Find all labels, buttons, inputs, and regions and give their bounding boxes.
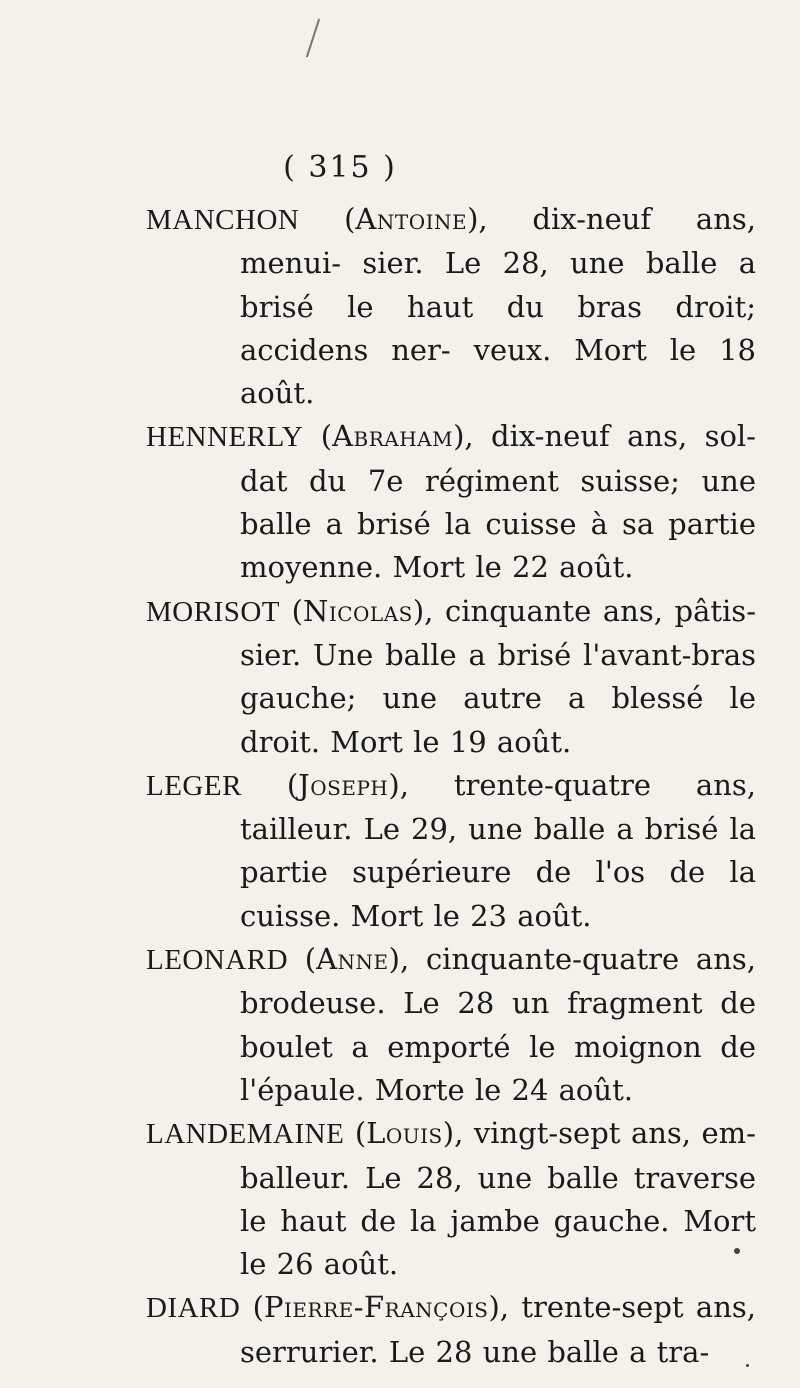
entry-text-line: dix-neuf ans, menui- (240, 202, 756, 281)
entry-given-name: Louis (366, 1116, 443, 1151)
entry-text-line: le 26 août. (240, 1247, 399, 1282)
entry-text-line: Le 29, une balle a brisé la partie (240, 812, 757, 890)
entry-text-line: moyenne. Mort le 22 août. (240, 550, 634, 585)
entry-manchon: MANCHON (Antoine), dix-neuf ans, menui- sier. Le 28, une balle a brisé le haut du bras droit; accidens ner- veux. Mort le 18 août. (146, 202, 756, 411)
entry-surname: LEONARD (146, 944, 289, 977)
entry-text-line: cinquante-quatre ans, (425, 942, 756, 977)
entry-given-name: Pierre-François (264, 1290, 489, 1325)
entry-given-name: Nicolas (302, 593, 413, 628)
entry-surname: LANDEMAINE (146, 1118, 345, 1151)
entry-text-line: supérieure de l'os de la cuisse. (240, 855, 756, 933)
entry-text-line: trente-quatre ans, tailleur. (240, 767, 756, 847)
entry-surname: DIARD (146, 1292, 241, 1325)
entry-morisot: MORISOT (Nicolas), cinquante ans, pâtis- sier. Une balle a brisé l'avant-bras gauche; une autre a blessé le droit. Mort le 19 août. (146, 593, 756, 759)
entry-given-name: Joseph (298, 767, 389, 802)
casualty-list (146, 198, 756, 1374)
entry-text-line: dix-neuf ans, sol- (491, 419, 756, 454)
entry-text-line: dat du 7e régiment suisse; une (240, 463, 756, 498)
ink-speck (746, 1364, 749, 1367)
entry-given-name: Antoine (355, 202, 468, 236)
entry-landemaine: LANDEMAINE (Louis), vingt-sept ans, em- balleur. Le 28, une balle traverse le haut de la jambe gauche. Mort le 26 août. (146, 1116, 756, 1282)
entry-text-line: boulet a emporté le moignon de (240, 1029, 756, 1064)
entry-text-line: gauche; une autre a blessé le (240, 681, 756, 716)
entry-text-line: cinquante ans, pâtis- (445, 593, 756, 628)
entry-surname: MANCHON (146, 204, 300, 236)
entry-text-line: brodeuse. Le 28 un fragment de (240, 986, 756, 1021)
entry-surname: MORISOT (146, 595, 281, 628)
entry-text-line: serrurier. Le 28 une balle a tra- (240, 1334, 710, 1369)
entry-surname: HENNERLY (146, 421, 304, 454)
entry-text-line: droit. Mort le 19 août. (240, 724, 572, 759)
entry-text-line: l'épaule. Morte le 24 août. (240, 1072, 633, 1107)
entry-leger: LEGER (Joseph), trente-quatre ans, tailleur. Le 29, une balle a brisé la partie supérieure de l'os de la cuisse. Mort le 23 août. (146, 767, 757, 933)
entry-text-line: balleur. Le 28, une balle traverse (240, 1160, 756, 1195)
entry-text-line: Mort le 23 août. (350, 898, 592, 933)
entry-text-line: haut du bras droit; accidens ner- (240, 289, 756, 367)
entry-text-line: le haut de la jambe gauche. Mort (240, 1203, 756, 1238)
entry-text-line: sier. Une balle a brisé l'avant-bras (240, 637, 756, 672)
entry-given-name: Abraham (332, 419, 454, 454)
entry-diard: DIARD (Pierre-François), trente-sept ans, serrurier. Le 28 une balle a tra- (146, 1290, 756, 1369)
entry-text-line: vingt-sept ans, em- (473, 1116, 756, 1151)
entry-given-name: Anne (316, 942, 389, 977)
entry-surname: LEGER (146, 769, 242, 802)
pencil-mark (306, 19, 320, 58)
entry-text-line: veux. Mort le 18 août. (240, 332, 756, 411)
ink-speck (734, 1248, 740, 1254)
entry-text-line: balle a brisé la cuisse à sa partie (240, 507, 756, 542)
entry-hennerly: HENNERLY (Abraham), dix-neuf ans, sol- dat du 7e régiment suisse; une balle a brisé la cuisse à sa partie moyenne. Mort le 22 août. (146, 419, 756, 585)
entry-text-line: sier. Le 28, une balle a brisé le (240, 246, 756, 324)
entry-text-line: trente-sept ans, (521, 1290, 756, 1325)
entry-leonard: LEONARD (Anne), cinquante-quatre ans, brodeuse. Le 28 un fragment de boulet a emporté le moignon de l'épaule. Morte le 24 août. (146, 942, 756, 1107)
page-number: ( 315 ) (283, 150, 397, 185)
